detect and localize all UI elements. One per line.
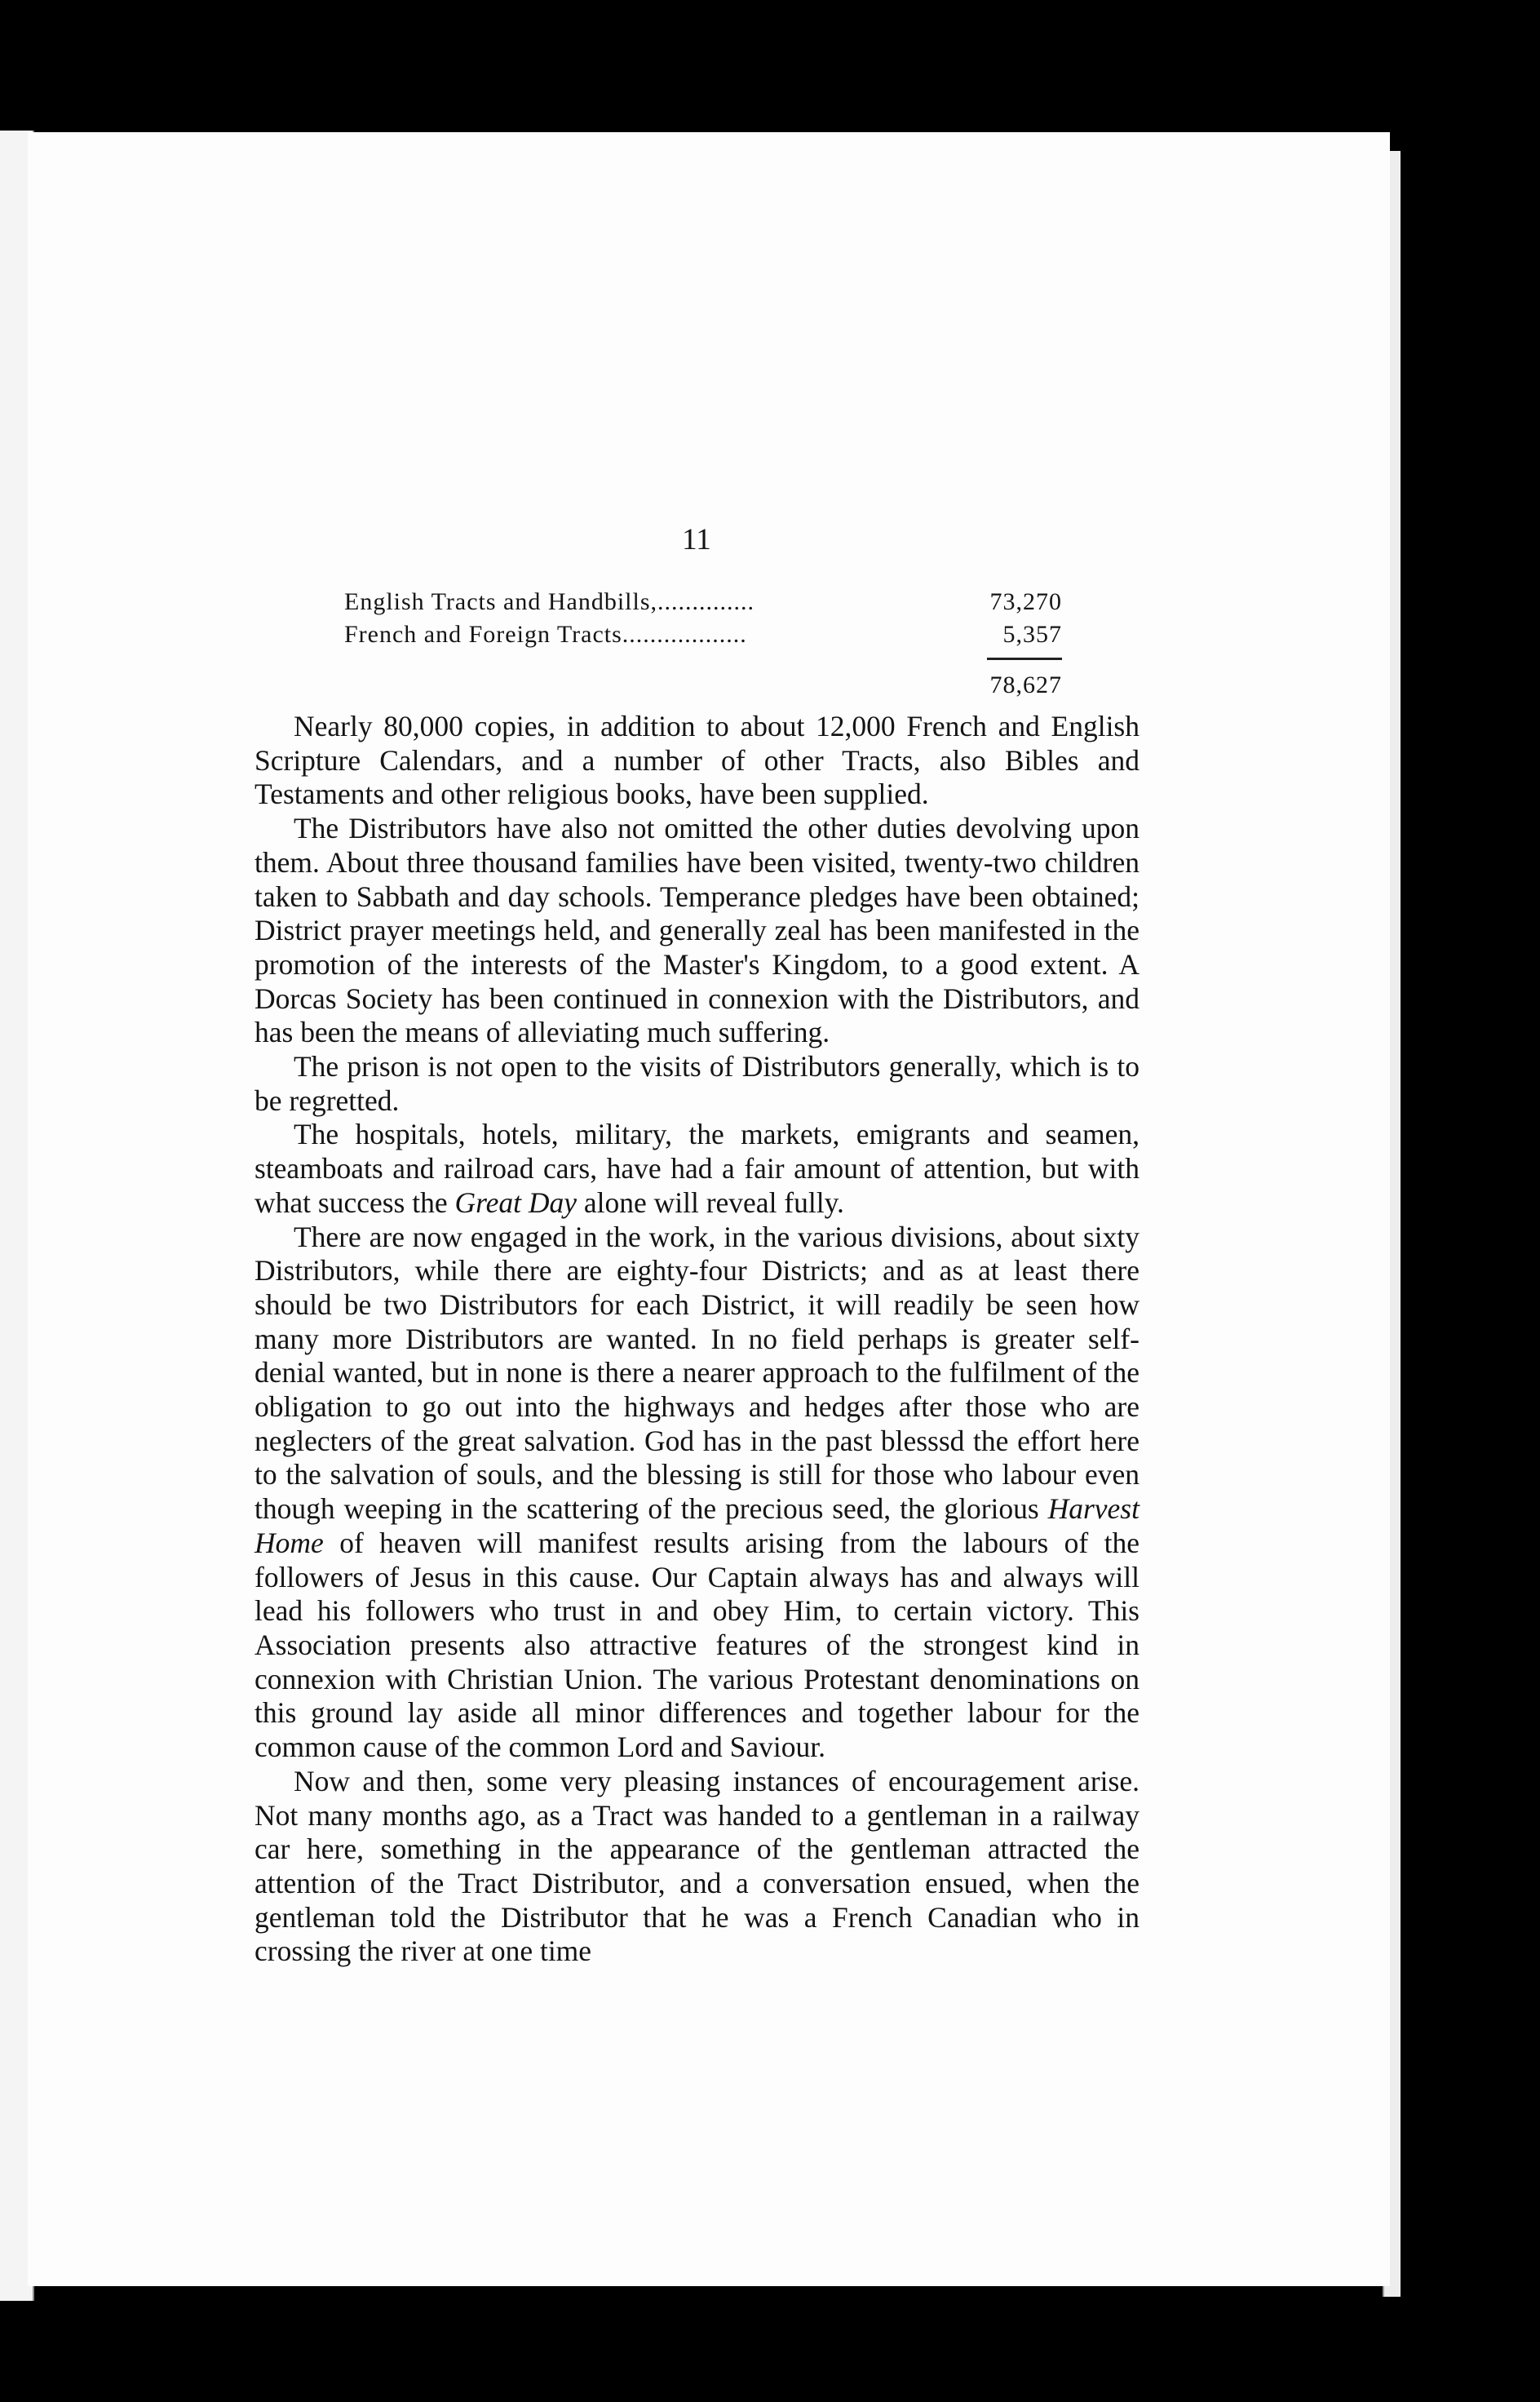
text-run: of heaven will manifest results arising from the labours of the followers of Jesus in this cause. Our Captain always has and always will lead his followers who trust in and obey Him, to certain victory. This Association presents also attractive features of the strongest kind in connexion with Christian Union. The various Protestant denominations on this ground lay aside all minor differences and together labour for the common cause of the common Lord and Saviour. <box>254 1526 1140 1764</box>
tract-value-english: 73,270 <box>989 588 1062 615</box>
scanned-page <box>28 132 1390 2286</box>
tract-total: 78,627 <box>989 671 1062 698</box>
tract-value-french: 5,357 <box>1002 621 1062 648</box>
body-text <box>254 710 1140 1969</box>
text-run: Nearly 80,000 copies, in addition to about 12,000 French and English Scripture Calendars, and a number of other Tracts, also Bibles and Testaments and other religious books, have been supplied. <box>254 710 1140 811</box>
tract-label-french: French and Foreign Tracts.................. <box>344 621 747 648</box>
paragraph <box>254 1765 1140 1969</box>
paragraph <box>254 710 1140 812</box>
italic-phrase: Great Day <box>454 1185 577 1219</box>
text-run: The prison is not open to the visits of Distributors generally, which is to be regretted. <box>254 1050 1140 1117</box>
tract-distribution-table <box>344 586 1062 698</box>
text-run: alone will reveal fully. <box>577 1185 844 1219</box>
text-run: There are now engaged in the work, in the various divisions, about sixty Distributors, while there are eighty-four Districts; and as at least there should be two Distributors for each District, it will readily be seen how many more Distributors are wanted. In no field perhaps is greater self-denial wanted, but in none is there a nearer approach to the fulfilment of the obligation to go out into the highways and hedges after those who are neglecters of the great salvation. God has in the past blesssd the effort here to the salvation of souls, and the blessing is still for those who labour even though weeping in the scattering of the precious seed, the glorious <box>254 1220 1140 1526</box>
paragraph <box>254 812 1140 1050</box>
paragraph <box>254 1221 1140 1765</box>
paragraph <box>254 1118 1140 1220</box>
paragraph <box>254 1050 1140 1118</box>
sum-rule <box>987 658 1062 660</box>
page-number: 11 <box>682 523 711 556</box>
tract-row-english <box>344 586 1062 618</box>
text-run: Now and then, some very pleasing instances of encouragement arise. Not many months ago, as a Tract was handed to a gentleman in a railway car here, something in the appearance of the gentleman attracted the attention of the Tract Distributor, and a conversation ensued, when the gentleman told the Distributor that he was a French Canadian who in crossing the river at one time <box>254 1764 1140 1968</box>
tract-label-english: English Tracts and Handbills,.............. <box>344 588 755 615</box>
text-run: The Distributors have also not omitted the other duties devolving upon them. About three thousand families have been visited, twenty-two children taken to Sabbath and day schools. Temperance pledges have been obtained; District prayer meetings held, and generally zeal has been manifested in the promotion of the interests of the Master's Kingdom, to a good extent. A Dorcas Society has been continued in connexion with the Distributors, and has been the means of alleviating much suffering. <box>254 812 1140 1049</box>
text-run: The hospitals, hotels, military, the markets, emigrants and seamen, steamboats and railroad cars, have had a fair amount of attention, but with what success the <box>254 1118 1140 1219</box>
tract-row-french <box>344 618 1062 651</box>
italic-phrase: Harvest Home <box>254 1492 1140 1559</box>
